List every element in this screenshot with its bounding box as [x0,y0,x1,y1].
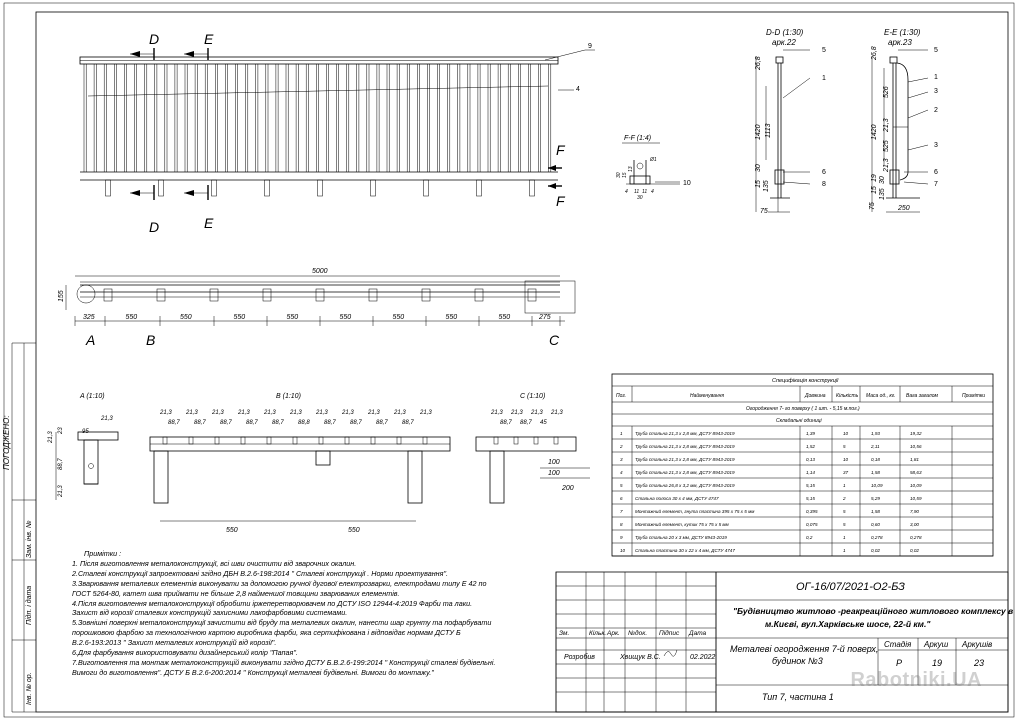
plan-segment-dim: 550 [233,314,246,321]
spec-cell: 1,39 [806,431,815,436]
b-dim-top: 21,3 [212,410,224,416]
b-bar-section [241,437,245,444]
ee-dim: 525 [883,140,890,152]
b-dim-top: 21,3 [420,410,432,416]
b-dim-top: 21,3 [368,410,380,416]
note-line: 6.Для фарбування використовувати дизайнерський колір "Папая". [72,648,298,658]
mounting-post [159,180,164,196]
detail-c-title: C (1:10) [520,393,546,400]
b-bar-section [319,437,323,444]
ee-dim: 21,3 [883,118,890,132]
plan-height-dim: 155 [58,290,65,302]
spec-cell: 7 [620,509,623,514]
b-dim-top: 21,3 [290,410,302,416]
plan-post [263,289,271,301]
spec-cell: 5,15 [806,483,815,488]
spec-cell: 2 [620,444,623,449]
spec-cell: 1,93 [871,431,880,436]
ff-leader-10: 10 [683,180,691,187]
ee-part-label: 6 [934,169,938,176]
b-bar-section [397,437,401,444]
spec-cell: 0,395 [806,509,818,514]
b-bar-section [293,437,297,444]
spec-cell: 5 [620,483,623,488]
c-bar-section [494,437,498,444]
a-dim-88-7: 88,7 [58,458,64,470]
plan-segment-dim: 550 [339,314,352,321]
spec-cell: 0,278 [910,535,922,540]
ee-dim: 15 [871,186,878,194]
spec-cell: Труба стальна 21,3 х 2,8 мм, ДСТУ 8943-2019 [635,431,735,436]
stamp-agreed: ПОГОДЖЕНО: [2,415,11,470]
dd-dim: 135 [763,180,770,192]
spec-cell: Труба стальна 21,3 х 2,8 мм, ДСТУ 8943-2019 [635,470,735,475]
plan-post [369,289,377,301]
b-dim-top: 21,3 [186,410,198,416]
spec-cell: Монтажний елемент, гнута пластина 395 х 75 х 5 мм [635,509,755,514]
dd-dim: 26,8 [755,56,762,70]
spec-cell: 2,11 [871,444,880,449]
b-span-dim: 550 [226,527,238,534]
ff-dim-4a: 4 [625,189,628,195]
title-block-col-header: Арк. [607,630,620,637]
detail-c [476,393,590,503]
b-bar-section [215,437,219,444]
dd-part-label: 8 [822,181,826,188]
section-dd-sheet: арк.22 [772,38,796,47]
spec-cell: 6 [620,496,623,501]
section-f-bottom: F [556,193,565,209]
spec-cell: 0,2 [806,535,813,540]
spec-cell: 0,02 [871,548,880,553]
b-dim-bottom: 88,7 [272,420,284,426]
detail-b-title: B (1:10) [276,393,301,400]
b-span-dim: 550 [348,527,360,534]
dd-dim: 1420 [755,124,762,140]
spec-cell: Монтажний елемент, кутик 75 х 75 х 5 мм [635,522,729,527]
spec-cell: 5 [843,444,846,449]
b-dim-bottom: 88,7 [402,420,414,426]
section-ee-title: E-E (1:30) [884,28,921,37]
ee-dim: 526 [883,86,890,98]
c-dim-side: 100 [548,459,560,466]
dd-dim: 30 [755,164,762,172]
c-dim-top: 21,3 [511,410,523,416]
ee-dim: 1420 [871,124,878,140]
spec-cell: Труба стальна 26,8 х 3,2 мм, ДСТУ 8943-2019 [635,483,735,488]
note-line: В.2.6-193:2013 " Захист металевих конструкцій від корозії". [72,638,277,648]
spec-cell: 10,09 [871,483,883,488]
sheets-header: Аркушів [962,640,993,649]
spec-header: Вага загалом [906,393,938,399]
section-ff-title: F-F (1:4) [624,135,652,142]
spec-cell: 1,58 [871,470,880,475]
spec-cell: 0,13 [806,457,815,462]
dd-part-label: 1 [822,75,826,82]
detail-mark-c: C [549,332,560,348]
stamp-replace-inv: Зам. інв. № [26,520,33,558]
b-dim-top: 21,3 [394,410,406,416]
c-dim-top: 21,3 [531,410,543,416]
ff-dim-4b: 4 [651,189,654,195]
plan-post [104,289,112,301]
spec-cell: Труба стальна 21,3 х 2,8 мм, ДСТУ 8943-2019 [635,444,735,449]
ee-dim: 30 [879,176,886,184]
section-dd-title: D-D (1:30) [766,28,804,37]
developer-name: Хвищук В.С. [620,654,661,661]
stamp-sign-date: Підп. і дата [26,585,33,625]
spec-cell: 1,81 [910,457,919,462]
ee-part-label: 5 [934,47,938,54]
spec-cell: 4 [620,470,623,475]
b-dim-bottom: 88,7 [376,420,388,426]
dd-part-label: 6 [822,169,826,176]
spec-cell: 58,63 [910,470,922,475]
b-dim-bottom: 88,7 [168,420,180,426]
c-dim-bottom: 88,7 [500,420,512,426]
dd-part-label: 5 [822,47,826,54]
spec-cell: 37 [843,470,849,475]
specification-table [612,374,993,556]
spec-cell: 1,14 [806,470,815,475]
dd-dim: 1113 [765,123,772,138]
detail-mark-b: B [146,332,156,348]
section-ee-sheet: арк.23 [888,38,912,47]
spec-cell: 2 [843,496,846,501]
ee-part-label: 3 [934,142,938,149]
title-block-col-header: Зм. [559,630,570,637]
spec-cell: 0,278 [871,535,883,540]
detail-a [48,393,118,500]
spec-cell: 10,56 [910,444,922,449]
b-dim-top: 21,3 [160,410,172,416]
note-line: порошковою фарбою за технологічною картою виробника фарби, яка сертифікована і відповідає нормам ДСТУ Б [72,628,461,638]
spec-subgroup: Складальні одиниці [776,418,822,424]
railing-plan [58,268,575,348]
plan-segment-dim: 550 [125,314,138,321]
stamp-origin-inv: Інв. № ор. [26,672,33,705]
stage-header: Стадія [884,640,912,649]
title-block-col-header: Кільк. [589,630,607,637]
b-dim-bottom: 88,7 [350,420,362,426]
section-d-top: D [149,31,160,47]
ee-dim: 21,3 [883,158,890,172]
spec-cell: Стальна пластина 30 х 22 х 4 мм, ДСТУ 4747 [635,548,735,553]
sheets-value: 23 [974,658,985,668]
spec-cell: 10 [843,457,849,462]
section-f-top: F [556,142,565,158]
c-dim-bottom: 45 [540,420,547,426]
b-bar-section [189,437,193,444]
spec-header: Маса од., кг. [866,393,896,399]
note-line: ГОСТ 5264-80, катет шва приймати не більше 2,8 найменшої товщини зварюваних елементів. [72,588,400,598]
b-bar-section [345,437,349,444]
dd-dim: 15 [755,180,762,188]
mounting-post [477,180,482,196]
title-block-col-header: Підпис [659,630,680,637]
note-line: 7.Виготовлення та монтаж металоконструкцій виконувати згідно ДСТУ Б.В.2.6-199:2014 " Конструкції сталеві будівельні. [72,657,496,667]
b-dim-top: 21,3 [342,410,354,416]
plan-post [157,289,165,301]
spec-header: Довжина [805,393,826,399]
spec-cell: 0,075 [806,522,818,527]
spec-header: Поз. [616,393,627,399]
mounting-post [530,180,535,196]
leader-9: 9 [588,43,592,50]
spec-cell: 1,52 [806,444,815,449]
b-dim-top: 21,3 [316,410,328,416]
spec-cell: 1,58 [871,509,880,514]
spec-cell: 0,18 [871,457,880,462]
plan-segment-dim: 550 [286,314,299,321]
plan-segment-dim: 325 [83,314,95,321]
a-dim-21-3-bottom: 21,3 [58,485,64,497]
spec-cell: 5 [843,509,846,514]
b-dim-bottom: 88,7 [220,420,232,426]
role-developer: Розробив [564,654,595,661]
spec-header: Примітки [962,393,986,399]
ee-part-label: 7 [934,181,938,188]
spec-cell: 1 [620,431,623,436]
plan-segment-dim: 550 [445,314,458,321]
developer-date: 02.2022 [690,654,716,661]
ff-dim-11a: 11 [634,189,640,195]
section-e-bottom: E [204,215,214,231]
spec-header: Найменування [690,393,725,399]
note-line: Вимоги до виготовлення". ДСТУ Б В.2.6-200:2014 " Конструкції металеві будівельні. Вимоги до монтажу." [72,667,434,677]
b-dim-bottom: 88,7 [194,420,206,426]
spec-cell: 5,29 [871,496,880,501]
section-dd [755,28,826,215]
note-line: Захист від корозії сталевих конструкцій захисними лакофарбовими системами. [72,608,348,618]
a-dim-95: 95 [82,429,89,435]
notes-title: Примітки : [84,549,122,558]
note-line: 4.Після виготовлення металоконструкції обробити іржеперетворювачем по ДСТУ ISO 12944-4:2019 Фарби та лаки. [72,598,473,608]
note-line: 1. Після виготовлення металоконструкції, всі шви очистити від зварочних окалин. [72,558,357,568]
plan-segment-dim: 550 [498,314,511,321]
detail-mark-a: A [86,332,96,348]
spec-cell: 1 [843,548,846,553]
mounting-post [318,180,323,196]
plan-segment-dim: 275 [539,314,551,321]
ff-diameter: Ø1 [650,157,657,163]
c-dim-side: 100 [548,470,560,477]
c-bar-section [554,437,558,444]
b-dim-bottom: 88,7 [246,420,258,426]
title-block-col-header: Дата [689,630,707,637]
spec-cell: 5,15 [806,496,815,501]
section-ff-detail [616,135,691,201]
b-dim-bottom: 88,8 [298,420,310,426]
spec-group: Огородження 7- го поверху ( 1 шт. - 5,15 м.пог.) [746,406,860,412]
title-block-col-header: №док. [628,630,648,637]
leader-4: 4 [576,86,580,93]
ff-dim-30b: 30 [637,195,643,201]
ff-dim-15: 15 [622,172,628,178]
spec-cell: 8 [620,522,623,527]
note-line: 5.Зовнішні поверхні металоконструкції зачистити від бруду та металевих окалин, нанести шар грунту та пофарбувати [72,618,492,628]
ee-part-label: 2 [934,107,938,114]
ee-dim: 19 [871,174,878,182]
spec-cell: 9 [620,535,623,540]
spec-cell: Труба стальна 21,3 х 2,8 мм, ДСТУ 8943-2019 [635,457,735,462]
b-dim-top: 21,3 [264,410,276,416]
spec-cell: 10,59 [910,496,922,501]
b-bar-section [423,437,427,444]
drawing-code: ОГ-16/07/2021-О2-БЗ [796,581,905,593]
detail-a-title: A (1:10) [80,393,105,400]
b-bar-section [267,437,271,444]
spec-title: Специфікація конструкції [772,378,839,384]
plan-post [475,289,483,301]
mounting-post [212,180,217,196]
spec-cell: Стальна полоса 30 х 4 мм, ДСТУ 4747 [635,496,719,501]
plan-post [528,289,536,301]
sheet-value: 19 [932,658,943,668]
b-bar-section [163,437,167,444]
a-dim-21-3-left: 21,3 [48,431,54,443]
c-bar-section [514,437,518,444]
watermark: Rabotniki.UA [850,669,982,691]
ee-dim: 26,8 [871,46,878,60]
spec-cell: 7,90 [910,509,919,514]
spec-cell: 10,09 [910,483,922,488]
b-dim-top: 21,3 [238,410,250,416]
signature [664,650,677,656]
spec-cell: 19,32 [910,431,922,436]
dd-dim: 75 [760,208,768,215]
spec-cell: 10 [843,431,849,436]
mounting-post [265,180,270,196]
ee-part-label: 1 [934,74,938,81]
note-line: 3.Зварювання металевих елементів виконувати за допомогою ручної дугової електрозварки, електродами типу Е 42 по [72,578,487,588]
plan-post [316,289,324,301]
spec-cell: 3,00 [910,522,919,527]
ee-dim: 135 [879,188,886,200]
mounting-post [371,180,376,196]
spec-cell: 1 [843,535,846,540]
railing-elevation [80,31,595,235]
c-dim-top: 21,3 [551,410,563,416]
spec-cell: 1 [843,483,846,488]
spec-cell: 0,60 [871,522,880,527]
a-dim-21-3-top: 21,3 [101,416,113,422]
section-d-bottom: D [149,219,160,235]
mounting-post [424,180,429,196]
plan-post [422,289,430,301]
ff-dim-30: 30 [616,172,622,178]
ff-dim-11b: 11 [642,189,648,195]
b-dim-bottom: 88,7 [324,420,336,426]
drawing-name: Металеві огородження 7-й поверх, [730,644,879,654]
stage-value: Р [896,658,903,668]
building-name: будинок №3 [772,656,823,666]
section-ee [869,28,938,212]
plan-total-dim: 5000 [312,268,328,275]
c-bar-section [534,437,538,444]
side-stamp-column [2,343,36,712]
sheet-note: Тип 7, частина 1 [762,692,834,702]
general-notes [72,549,496,678]
section-e-top: E [204,31,214,47]
spec-cell: 3 [620,457,623,462]
ff-dim-13: 13 [628,166,634,172]
mounting-post [106,180,111,196]
spec-header: Кількість [836,393,859,399]
ee-dim: 75 [869,202,876,210]
spec-cell: 10 [620,548,626,553]
c-dim-side: 200 [562,485,574,492]
ee-dim: 250 [898,205,910,212]
ee-part-label: 3 [934,88,938,95]
plan-segment-dim: 550 [392,314,405,321]
project-location: м.Києві, вул.Харківське шосе, 22-й км." [765,619,931,629]
b-bar-section [371,437,375,444]
note-line: 2.Сталеві конструкції запроектовані згідно ДБН В.2.6-198:2014 " Сталеві конструкції . Норми проектування". [72,568,449,578]
plan-post [210,289,218,301]
spec-cell: 0,02 [910,548,919,553]
c-dim-bottom: 88,7 [520,420,532,426]
a-dim-23: 23 [58,427,64,434]
spec-cell: Труба стальна 20 х 3 мм, ДСТУ 8943-2019 [635,535,727,540]
sheet-header: Аркуш [924,640,949,649]
detail-b [150,393,450,534]
c-dim-top: 21,3 [491,410,503,416]
plan-segment-dim: 550 [180,314,192,321]
spec-cell: 5 [843,522,846,527]
project-name: "Будівництво житлово -реакреаційного житлового комплексу в [733,606,1014,616]
